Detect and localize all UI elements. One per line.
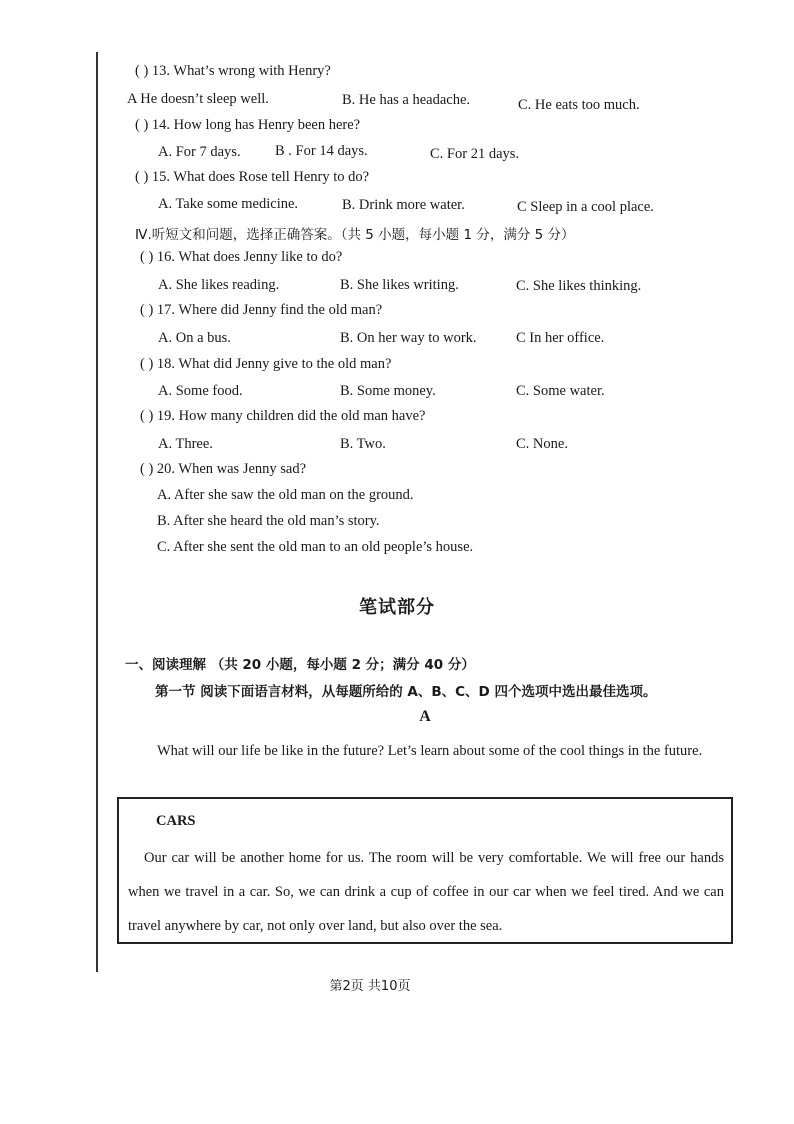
question-16-option-a: A. She likes reading. (158, 277, 280, 293)
question-15-option-b: B. Drink more water. (342, 197, 465, 213)
passage-intro: What will our life be like in the future? Let’s learn about some of the cool things in the future. (157, 743, 703, 759)
question-19-option-b: B. Two. (340, 436, 386, 452)
question-18-option-a: A. Some food. (158, 383, 243, 399)
question-17-option-c: C In her office. (516, 330, 605, 346)
question-13-option-a: A He doesn’t sleep well. (127, 91, 269, 107)
question-16-option-c: C. She likes thinking. (516, 278, 642, 294)
question-16-stem: ( ) 16. What does Jenny like to do? (140, 249, 343, 265)
question-15-stem: ( ) 15. What does Rose tell Henry to do? (135, 169, 370, 185)
question-13-option-c: C. He eats too much. (518, 97, 640, 113)
question-18-option-c: C. Some water. (516, 383, 605, 399)
question-20-option-c: C. After she sent the old man to an old people’s house. (157, 539, 474, 555)
question-19-option-a: A. Three. (158, 436, 213, 452)
question-19-option-c: C. None. (516, 436, 568, 452)
question-20-stem: ( ) 20. When was Jenny sad? (140, 461, 307, 477)
question-17-option-b: B. On her way to work. (340, 330, 477, 346)
passage-box (117, 797, 733, 944)
question-14-option-c: C. For 21 days. (430, 146, 520, 162)
page-footer: 第2页 共10页 (329, 979, 411, 994)
question-18-stem: ( ) 18. What did Jenny give to the old man? (140, 356, 392, 372)
subsection-heading: 第一节 阅读下面语言材料，从每题所给的 A、B、C、D 四个选项中选出最佳选项。 (155, 684, 657, 700)
question-16-option-b: B. She likes writing. (340, 277, 459, 293)
box-heading: CARS (156, 813, 196, 829)
question-20-option-b: B. After she heard the old man’s story. (157, 513, 380, 529)
question-15-option-a: A. Take some medicine. (158, 196, 299, 212)
question-13-stem: ( ) 13. What’s wrong with Henry? (135, 63, 331, 79)
binding-margin-line (96, 52, 98, 972)
question-17-stem: ( ) 17. Where did Jenny find the old man? (140, 302, 383, 318)
question-14-stem: ( ) 14. How long has Henry been here? (135, 117, 361, 133)
passage-label: A (419, 708, 431, 725)
question-14-option-a: A. For 7 days. (158, 144, 241, 160)
box-body: Our car will be another home for us. The room will be very comfortable. We will free our hands when we travel in a car. So, we can drink a cup of coffee in our car when we feel tired. And we can travel anywhere by car, not only over land, but also over the sea. (128, 850, 724, 934)
question-14-option-b: B . For 14 days. (275, 143, 368, 159)
question-19-stem: ( ) 19. How many children did the old man have? (140, 408, 426, 424)
reading-part-heading: 一、阅读理解 （共 20 小题，每小题 2 分；满分 40 分） (125, 657, 475, 673)
written-section-title: 笔试部分 (359, 597, 435, 618)
part-iv-heading: Ⅳ.听短文和问题，选择正确答案。（共 5 小题，每小题 1 分，满分 5 分） (135, 227, 575, 243)
question-13-option-b: B. He has a headache. (342, 92, 471, 108)
question-15-option-c: C Sleep in a cool place. (517, 199, 654, 215)
question-18-option-b: B. Some money. (340, 383, 436, 399)
question-17-option-a: A. On a bus. (158, 330, 231, 346)
question-20-option-a: A. After she saw the old man on the ground. (157, 487, 414, 503)
